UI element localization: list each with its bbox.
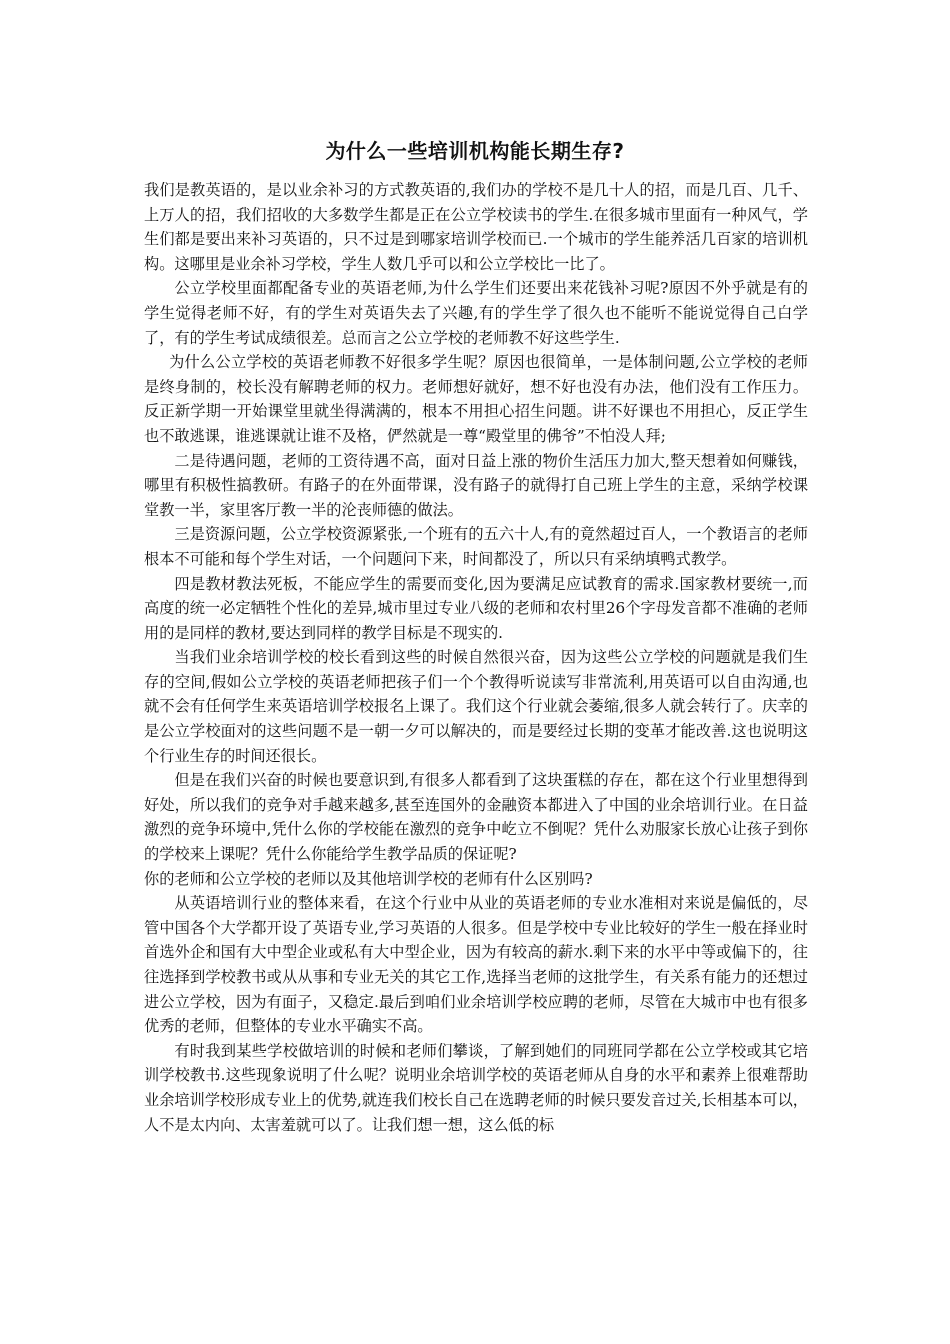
paragraph: 为什么公立学校的英语老师教不好很多学生呢？原因也很简单，一是体制问题,公立学校的老师是终身制的，校长没有解聘老师的权力。老师想好就好，想不好也没有办法，他们没有工作压力。反正新学期一开始课堂里就坐得满满的，根本不用担心招生问题。讲不好课也不用担心，反正学生也不敢逃课，谁逃课就让谁不及格，俨然就是一尊“殿堂里的佛爷”不怕没人拜; bbox=[144, 353, 808, 445]
paragraph: 你的老师和公立学校的老师以及其他培训学校的老师有什么区别吗? bbox=[144, 869, 593, 888]
document-title: 为什么一些培训机构能长期生存? bbox=[325, 139, 625, 163]
paragraph: 但是在我们兴奋的时候也要意识到,有很多人都看到了这块蛋糕的存在，都在这个行业里想得到好处，所以我们的竞争对手越来越多,甚至连国外的金融资本都进入了中国的业余培训行业。在日益激烈的竞争环境中,凭什么你的学校能在激烈的竞争中屹立不倒呢？凭什么劝服家长放心让孩子到你的学校来上课呢？凭什么你能给学生教学品质的保证呢? bbox=[144, 771, 808, 864]
paragraph: 我们是教英语的，是以业余补习的方式教英语的,我们办的学校不是几十人的招，而是几百、几千、上万人的招，我们招收的大多数学生都是正在公立学校读书的学生.在很多城市里面有一种风气，学生们都是要出来补习英语的，只不过是到哪家培训学校而已.一个城市的学生能养活几百家的培训机构。这哪里是业余补习学校，学生人数几乎可以和公立学校比一比了。 bbox=[144, 181, 808, 273]
paragraph: 从英语培训行业的整体来看，在这个行业中从业的英语老师的专业水准相对来说是偏低的，尽管中国各个大学都开设了英语专业,学习英语的人很多。但是学校中专业比较好的学生一般在择业时首选外企和国有大中型企业或私有大中型企业，因为有较高的薪水.剩下来的水平中等或偏下的，往往选择到学校教书或从从事和专业无关的其它工作,选择当老师的这批学生，有关系有能力的还想过进公立学校，因为有面子，又稳定.最后到咱们业余培训学校应聘的老师，尽管在大城市中也有很多优秀的老师，但整体的专业水平确实不高。 bbox=[144, 894, 808, 1036]
document-body bbox=[144, 178, 808, 1137]
paragraph: 三是资源问题，公立学校资源紧张,一个班有的五六十人,有的竟然超过百人，一个教语言的老师根本不可能和每个学生对话，一个问题问下来，时间都没了，所以只有采纳填鸭式教学。 bbox=[144, 525, 808, 568]
paragraph: 有时我到某些学校做培训的时候和老师们攀谈，了解到她们的同班同学都在公立学校或其它培训学校教书.这些现象说明了什么呢？说明业余培训学校的英语老师从自身的水平和素养上很难帮助业余培训学校形成专业上的优势,就连我们校长自己在选聘老师的时候只要发音过关,长相基本可以，人不是太内向、太害羞就可以了。让我们想一想，这么低的标 bbox=[144, 1041, 808, 1134]
paragraph: 四是教材教法死板，不能应学生的需要而变化,因为要满足应试教育的需求.国家教材要统一,而高度的统一必定牺牲个性化的差异,城市里过专业八级的老师和农村里26个字母发音都不准确的老师用的是同样的教材,要达到同样的教学目标是不现实的. bbox=[144, 574, 808, 642]
paragraph: 二是待遇问题，老师的工资待遇不高，面对日益上涨的物价生活压力加大,整天想着如何赚钱，哪里有积极性搞教研。有路子的在外面带课，没有路子的就得打自己班上学生的主意，采纳学校课堂教一半，家里客厅教一半的沦丧师德的做法。 bbox=[144, 451, 808, 519]
paragraph: 公立学校里面都配备专业的英语老师,为什么学生们还要出来花钱补习呢?原因不外乎就是有的学生觉得老师不好，有的学生对英语失去了兴趣,有的学生学了很久也不能听不能说觉得自己白学了，有的学生考试成绩很差。总而言之公立学校的老师教不好这些学生. bbox=[144, 279, 808, 347]
paragraph: 当我们业余培训学校的校长看到这些的时候自然很兴奋，因为这些公立学校的问题就是我们生存的空间,假如公立学校的英语老师把孩子们一个个教得听说读写非常流利,用英语可以自由沟通,也就不会有任何学生来英语培训学校报名上课了。我们这个行业就会萎缩,很多人就会转行了。庆幸的是公立学校面对的这些问题不是一朝一夕可以解决的，而是要经过长期的变革才能改善.这也说明这个行业生存的时间还很长。 bbox=[144, 648, 808, 765]
